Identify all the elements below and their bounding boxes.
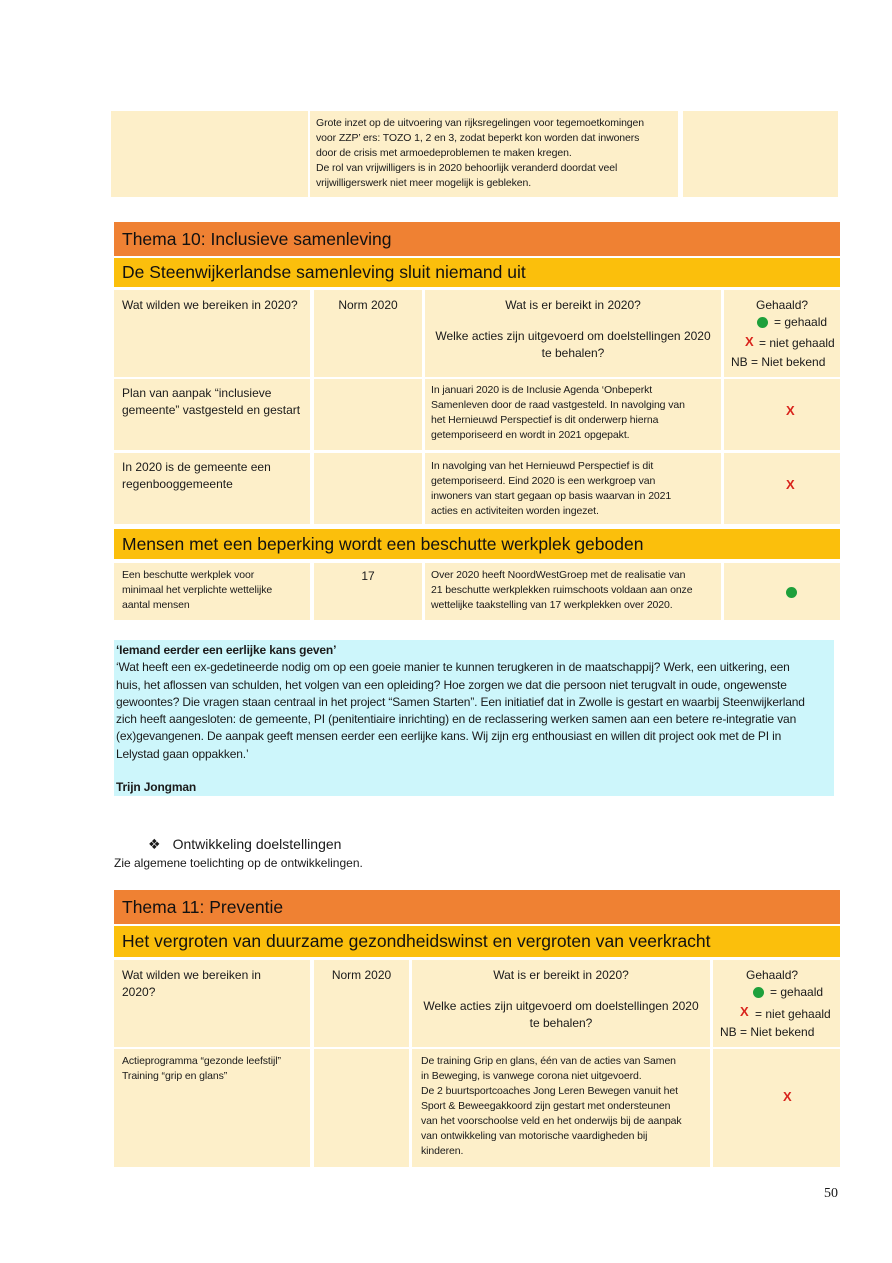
header-result-sub: te behalen? bbox=[529, 1016, 593, 1030]
t11-row1-result bbox=[412, 1049, 710, 1167]
quote-author: Trijn Jongman bbox=[116, 780, 197, 795]
result-text-line: De training Grip en glans, één van de acties van Samen bbox=[421, 1055, 676, 1067]
t11-row1-norm bbox=[314, 1049, 409, 1167]
t11-row1-goal bbox=[114, 1049, 310, 1167]
legend-achieved: = gehaald bbox=[774, 315, 828, 329]
t10-header-norm bbox=[314, 290, 422, 377]
header-result-sub: Welke acties zijn uitgevoerd om doelstellingen 2020 bbox=[423, 999, 699, 1013]
t10-row2-goal bbox=[114, 453, 310, 524]
t10-row2-norm bbox=[314, 453, 422, 524]
t11-row1-status bbox=[713, 1049, 840, 1167]
result-text-line: in Beweging, is vanwege corona niet uitgevoerd. bbox=[421, 1070, 642, 1082]
theme10-subtitle: De Steenwijkerlandse samenleving sluit niemand uit bbox=[114, 258, 840, 287]
result-text-line: van het voorschoolse veld en het onderwijs bij de aanpak bbox=[421, 1115, 682, 1127]
result-text-line: Over 2020 heeft NoordWestGroep met de realisatie van bbox=[431, 569, 686, 581]
t10-header-status bbox=[724, 290, 840, 377]
goal-text-line: Plan van aanpak “inclusieve bbox=[122, 386, 272, 400]
header-goal-label: Wat wilden we bereiken in 2020? bbox=[122, 298, 298, 312]
header-norm-label: Norm 2020 bbox=[338, 298, 398, 312]
t11-header-status bbox=[713, 960, 840, 1047]
header-result-sub: te behalen? bbox=[541, 346, 605, 360]
goal-text-line: Een beschutte werkplek voor bbox=[122, 569, 255, 581]
green-dot-icon bbox=[753, 987, 764, 998]
legend-unknown: NB = Niet bekend bbox=[731, 355, 826, 369]
red-x-icon: X bbox=[745, 334, 754, 349]
t10-header-result bbox=[425, 290, 721, 377]
diamond-bullet-icon: ❖ bbox=[148, 836, 161, 852]
header-goal-label: Wat wilden we bereiken in bbox=[122, 968, 261, 982]
legend-not-achieved: = niet gehaald bbox=[759, 336, 835, 350]
goal-text-line: Training “grip en glans” bbox=[122, 1070, 228, 1082]
not-achieved-icon: X bbox=[786, 477, 795, 492]
top-cell-right bbox=[683, 111, 838, 197]
top-text-line: Grote inzet op de uitvoering van rijksregelingen voor tegemoetkomingen bbox=[316, 117, 645, 129]
top-cell-middle bbox=[310, 111, 678, 197]
theme11-subtitle: Het vergroten van duurzame gezondheidswinst en vergroten van veerkracht bbox=[114, 926, 840, 957]
development-text: Zie algemene toelichting op de ontwikkelingen. bbox=[114, 856, 363, 870]
quote-line: Lelystad gaan oppakken.’ bbox=[116, 746, 249, 761]
theme10-title: Thema 10: Inclusieve samenleving bbox=[114, 222, 840, 256]
legend-unknown: NB = Niet bekend bbox=[720, 1025, 815, 1039]
t10-row2-result bbox=[425, 453, 721, 524]
header-status-label: Gehaald? bbox=[756, 298, 809, 312]
result-text-line: Sport & Beweegakkoord zijn gestart met ondersteunen bbox=[421, 1100, 671, 1112]
goal-text-line: minimaal het verplichte wettelijke bbox=[122, 584, 273, 596]
result-text-line: van ontwikkeling van motorische vaardigheden bij bbox=[421, 1130, 648, 1142]
t10-row1-norm bbox=[314, 379, 422, 450]
t10-row1-result bbox=[425, 379, 721, 450]
quote-line: ‘Wat heeft een ex-gedetineerde nodig om op een goeie manier te kunnen terugkeren in de maatschappij? Werk, een uitkering, een bbox=[116, 660, 790, 675]
result-text-line: het Hernieuwd Perspectief is dit onderwerp hierna bbox=[431, 414, 659, 426]
top-text-line: De rol van vrijwilligers is in 2020 behoorlijk veranderd doordat veel bbox=[316, 162, 618, 174]
development-heading-row bbox=[148, 835, 341, 853]
achieved-icon bbox=[786, 587, 797, 598]
quote-line: (ex)gevangenen. De aanpak geeft mensen eerder een eerlijke kans. Wij zijn erg enthousiast en willen dit project ook met de PI in bbox=[116, 729, 782, 744]
header-result-sub: Welke acties zijn uitgevoerd om doelstellingen 2020 bbox=[435, 329, 711, 343]
quote-box bbox=[114, 640, 834, 796]
t10-row1-goal bbox=[114, 379, 310, 450]
header-result-label: Wat is er bereikt in 2020? bbox=[493, 968, 629, 982]
top-cell-left bbox=[111, 111, 308, 197]
t10-row1-status bbox=[724, 379, 840, 450]
legend-achieved: = gehaald bbox=[770, 985, 824, 999]
goal-text-line: gemeente” vastgesteld en gestart bbox=[122, 403, 301, 417]
quote-title: ‘Iemand eerder een eerlijke kans geven’ bbox=[116, 643, 337, 657]
result-text-line: getemporiseerd. Eind 2020 is een werkgroep van bbox=[431, 475, 656, 487]
theme10-subtitle2: Mensen met een beperking wordt een beschutte werkplek geboden bbox=[114, 529, 840, 559]
norm-value: 17 bbox=[361, 569, 375, 583]
t11-header-goal bbox=[114, 960, 310, 1047]
result-text-line: 21 beschutte werkplekken ruimschoots voldaan aan onze bbox=[431, 584, 693, 596]
result-text-line: Samenleven door de raad vastgesteld. In navolging van bbox=[431, 399, 685, 411]
goal-text-line: regenbooggemeente bbox=[122, 477, 233, 491]
t10-row3-result bbox=[425, 563, 721, 620]
t10-header-goal bbox=[114, 290, 310, 377]
t10-row3-goal bbox=[114, 563, 310, 620]
header-norm-label: Norm 2020 bbox=[331, 968, 392, 982]
red-x-icon: X bbox=[740, 1004, 749, 1019]
t10-row3-status bbox=[724, 563, 840, 620]
not-achieved-icon: X bbox=[783, 1089, 792, 1104]
goal-text-line: aantal mensen bbox=[122, 599, 190, 611]
legend-not-achieved: = niet gehaald bbox=[755, 1007, 831, 1021]
result-text-line: inwoners van start gegaan op basis waarvan in 2021 bbox=[431, 490, 672, 502]
goal-text-line: In 2020 is de gemeente een bbox=[122, 460, 271, 474]
result-text-line: De 2 buurtsportcoaches Jong Leren Bewegen vanuit het bbox=[421, 1085, 678, 1097]
result-text-line: acties en activiteiten worden ingezet. bbox=[431, 505, 599, 517]
top-text-line: door de crisis met armoedeproblemen te maken kregen. bbox=[316, 147, 572, 159]
t11-header-result bbox=[412, 960, 710, 1047]
result-text-line: wettelijke taakstelling van 17 werkplekken over 2020. bbox=[431, 599, 673, 611]
not-achieved-icon: X bbox=[786, 403, 795, 418]
development-heading: Ontwikkeling doelstellingen bbox=[172, 836, 342, 852]
result-text-line: getemporiseerd en wordt in 2021 opgepakt. bbox=[431, 429, 630, 441]
green-dot-icon bbox=[757, 317, 768, 328]
result-text-line: kinderen. bbox=[421, 1145, 464, 1157]
theme11-title: Thema 11: Preventie bbox=[114, 890, 840, 924]
quote-line: gewoontes? Die vragen staan centraal in het project “Samen Starten”. Een initiatief dat in Zwolle is gestart en waarbij Steenwijkerland bbox=[116, 694, 805, 709]
result-text-line: In navolging van het Hernieuwd Perspectief is dit bbox=[431, 460, 654, 472]
result-text-line: In januari 2020 is de Inclusie Agenda ‘Onbeperkt bbox=[431, 384, 653, 396]
header-goal-label: 2020? bbox=[122, 985, 156, 999]
goal-text-line: Actieprogramma “gezonde leefstijl” bbox=[122, 1055, 281, 1067]
t10-row3-norm bbox=[314, 563, 422, 620]
t10-row2-status bbox=[724, 453, 840, 524]
header-result-label: Wat is er bereikt in 2020? bbox=[505, 298, 641, 312]
t11-header-norm bbox=[314, 960, 409, 1047]
quote-line: zich heeft aangesloten: de gemeente, PI (penitentiaire inrichting) en de reclassering werken samen aan een betere re-integratie van bbox=[116, 712, 797, 727]
top-text-line: vrijwilligerswerk niet meer mogelijk is gebleken. bbox=[316, 177, 532, 189]
quote-line: huis, het aflossen van schulden, het volgen van een opleiding? Hoe zorgen we dat die persoon niet terugvalt in oude, ongewenste bbox=[116, 677, 787, 692]
header-status-label: Gehaald? bbox=[746, 968, 799, 982]
page-number: 50 bbox=[824, 1186, 838, 1201]
top-text-line: voor ZZP’ ers: TOZO 1, 2 en 3, zodat beperkt kon worden dat inwoners bbox=[316, 132, 640, 144]
